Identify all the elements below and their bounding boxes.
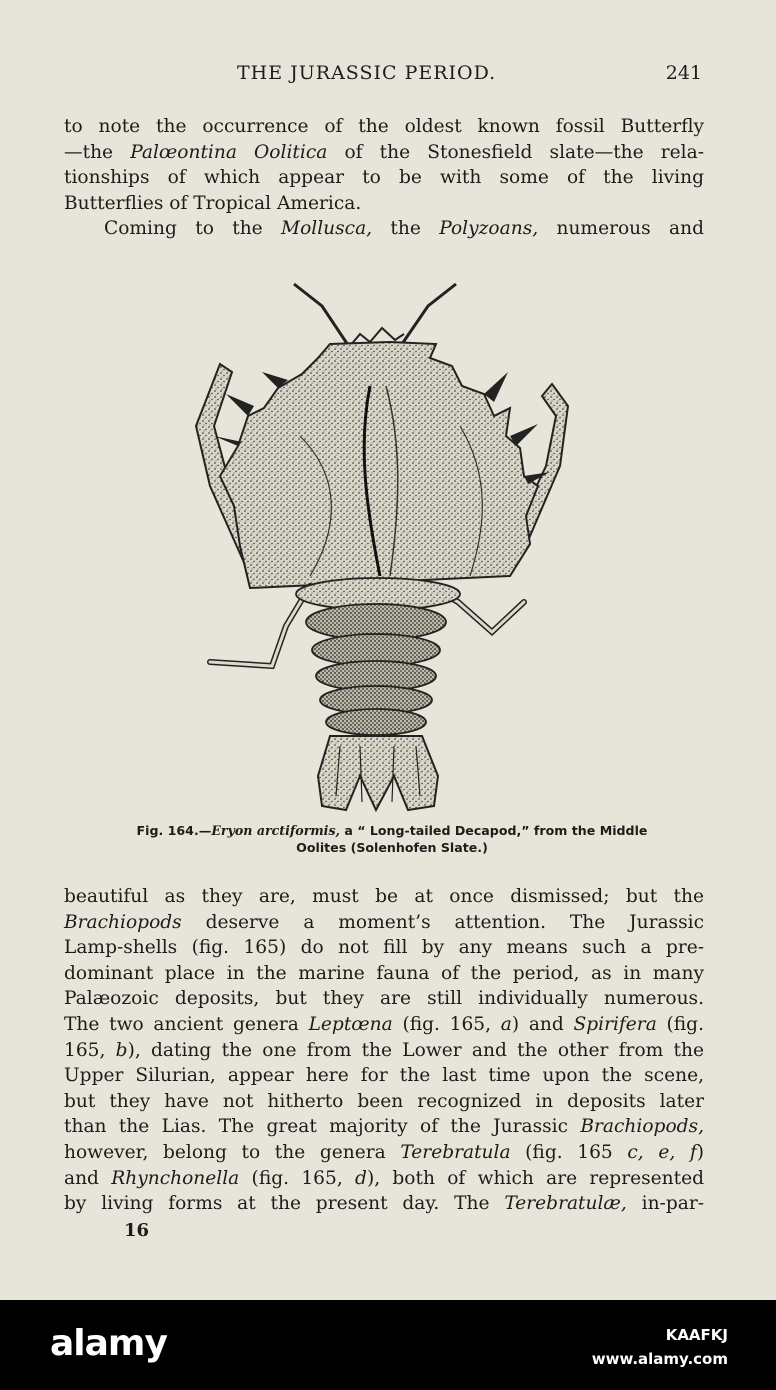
italic-term: a [500, 1013, 512, 1035]
text-run: the [372, 218, 440, 240]
italic-term: Leptœna [308, 1013, 393, 1035]
text-run: tionships of which appear to be with some of the living [64, 167, 704, 189]
running-header [62, 62, 702, 86]
italic-term: Palœontina Oolitica [130, 141, 328, 163]
alamy-logo: alamy [50, 1323, 167, 1364]
text-run: (fig. 165 [510, 1141, 628, 1163]
signature-mark: 16 [124, 1220, 150, 1241]
text-line [64, 1166, 704, 1192]
text-line [64, 986, 704, 1012]
text-line [64, 114, 704, 140]
text-line [64, 1140, 704, 1166]
text-run: in-par- [626, 1193, 704, 1215]
italic-term: Terebratulæ, [504, 1193, 627, 1215]
text-run: (fig. [656, 1013, 704, 1035]
italic-term: Terebratula [400, 1141, 511, 1163]
caption-line-1: Fig. 164.—Eryon arctiformis, a “ Long-tailed Decapod,” from the Middle [136, 823, 648, 838]
text-line [64, 961, 704, 987]
text-line [64, 1114, 704, 1140]
text-run: and [64, 1167, 112, 1189]
text-run: Butterflies of Tropical America. [64, 192, 362, 214]
eryon-fossil-illustration [190, 276, 590, 816]
text-run: beautiful as they are, must be at once dismissed; but the [64, 886, 704, 907]
text-line [64, 910, 704, 936]
text-line [64, 884, 704, 910]
bottom-paragraph [64, 884, 704, 1217]
italic-term: b [115, 1039, 128, 1061]
text-line [64, 1191, 704, 1217]
top-paragraph [64, 114, 704, 242]
text-run: 165, [64, 1039, 116, 1061]
text-run: Palæozoic deposits, but they are still individually numerous. [64, 988, 704, 1010]
page-number: 241 [665, 62, 702, 84]
text-line [64, 935, 704, 961]
text-run: dominant place in the marine fauna of the period, as in many [64, 962, 704, 984]
text-run: by living forms at the present day. The [64, 1193, 505, 1215]
text-run: ) and [511, 1013, 574, 1035]
watermark-footer [0, 1300, 776, 1390]
text-line [64, 191, 704, 217]
text-run: ) [696, 1141, 704, 1163]
carapace [220, 342, 538, 588]
italic-term: Spirifera [573, 1013, 657, 1035]
text-line [64, 1012, 704, 1038]
italic-term: d [355, 1167, 367, 1189]
abdomen [296, 578, 460, 735]
text-line [64, 216, 704, 242]
running-title: THE JURASSIC PERIOD. [237, 62, 497, 84]
text-run: Upper Silurian, appear here for the last time upon the scene, [64, 1065, 704, 1087]
text-run: Coming to the [104, 218, 282, 240]
text-line [64, 165, 704, 191]
figure-caption [62, 822, 722, 856]
text-run: numerous and [538, 218, 704, 240]
caption-line-2: Oolites (Solenhofen Slate.) [296, 840, 488, 855]
text-run: ), both of which are represented [366, 1167, 704, 1189]
italic-term: Brachiopods, [580, 1116, 704, 1138]
text-run: of the Stonesfield slate—the rela- [327, 141, 704, 163]
text-line [64, 1089, 704, 1115]
italic-term: Rhynchonella [111, 1167, 240, 1189]
text-run: —the [64, 141, 131, 163]
text-line [64, 1063, 704, 1089]
italic-term: c, e, f [627, 1141, 697, 1163]
text-run: (fig. 165, [239, 1167, 356, 1189]
text-run: than the Lias. The great majority of the Jurassic [64, 1116, 581, 1138]
italic-term: Mollusca, [281, 218, 373, 240]
tail-fan [318, 736, 438, 810]
text-run: Lamp-shells (fig. 165) do not fill by any means such a pre- [64, 937, 704, 959]
italic-term: Polyzoans, [439, 218, 539, 240]
text-line [64, 1038, 704, 1064]
site-url: www.alamy.com [591, 1350, 728, 1368]
text-run: but they have not hitherto been recognized in deposits later [64, 1090, 704, 1112]
text-run: deserve a moment’s attention. The Jurassic [181, 911, 704, 933]
image-code: KAAFKJ [665, 1326, 728, 1344]
text-run: however, belong to the genera [64, 1141, 401, 1163]
text-run: to note the occurrence of the oldest known fossil Butterfly [64, 116, 704, 137]
text-line [64, 140, 704, 166]
text-run: The two ancient genera [64, 1013, 309, 1035]
italic-term: Brachiopods [64, 911, 182, 933]
text-run: ), dating the one from the Lower and the other from the [127, 1039, 704, 1061]
text-run: (fig. 165, [392, 1013, 501, 1035]
